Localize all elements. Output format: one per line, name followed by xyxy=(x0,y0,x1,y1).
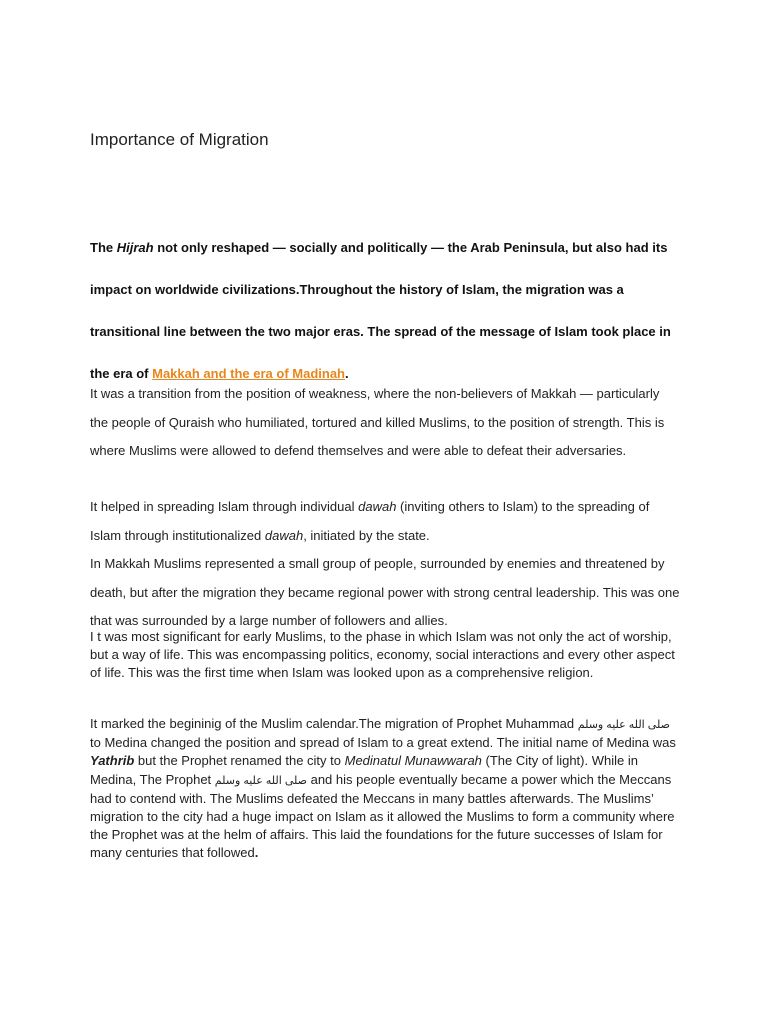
calendar-final-period: . xyxy=(254,845,259,861)
intro-paragraph xyxy=(90,227,680,395)
significance-paragraph: I t was most significant for early Muslims, to the phase in which Islam was not only the act of worship, but a way of life. This was encompassing politics, economy, social interactions and every other aspect of life. This was the first time when Islam was looked upon as a comprehensive religion. xyxy=(90,629,675,681)
calendar-text-1: It marked the begininig of the Muslim calendar.The migration of Prophet Muhammad xyxy=(90,716,578,731)
dawah-term-2: dawah xyxy=(264,527,304,543)
makkah-madinah-link[interactable]: Makkah and the era of Madinah xyxy=(152,366,345,381)
yathrib-term: Yathrib xyxy=(90,753,135,769)
medinatul-term: Medinatul Munawwarah xyxy=(344,753,482,769)
calendar-text-4: (The City of light). While in Medina, The Prophet xyxy=(90,753,638,787)
calendar-text-3: but the Prophet renamed the city to xyxy=(134,753,345,769)
calendar-text-2: to Medina changed the position and spread of Islam to a great extend. The initial name of Medina was xyxy=(90,735,676,751)
intro-text-1: The xyxy=(90,240,117,255)
document-title: Importance of Migration xyxy=(90,130,269,149)
transition-paragraph: It was a transition from the position of weakness, where the non-believers of Makkah — particularly the people of Quraish who humiliated, tortured and killed Muslims, to the position of strength. This is where Muslims were allowed to defend themselves and were able to defeat their adversaries. xyxy=(90,386,665,458)
calendar-text-5: and his people eventually became a power which the Meccans had to contend with. The Muslims defeated the Meccans in many battles afterwards. The Muslims’ migration to the city had a huge impact on Islam as it allowed the Muslims to form a community where the Prophet was at the helm of affairs. This laid the foundations for the future successes of Islam for many centuries that followed xyxy=(90,771,675,861)
makkah-paragraph: In Makkah Muslims represented a small group of people, surrounded by enemies and threatened by death, but after the migration they became regional power with strong central leadership. This was one that was surrounded by a large number of followers and allies. xyxy=(90,556,680,628)
salawat-text-1: صلى الله عليه وسلم xyxy=(577,719,670,731)
dawah-paragraph xyxy=(90,493,680,550)
dawah-term-1: dawah xyxy=(358,499,397,514)
hijrah-term: Hijrah xyxy=(116,240,154,255)
dawah-text-3: , initiated by the state. xyxy=(303,527,430,543)
salawat-text-2: صلى الله عليه وسلم xyxy=(214,774,307,787)
calendar-paragraph xyxy=(90,715,680,863)
intro-text-3: . xyxy=(345,366,349,381)
dawah-text-2: (inviting others to Islam) to the spreading of Islam through institutionalized xyxy=(90,499,650,543)
dawah-text-1: It helped in spreading Islam through individual xyxy=(90,499,359,514)
intro-text-2: not only reshaped — socially and politically — the Arab Peninsula, but also had its impact on worldwide civilizations.Throughout the history of Islam, the migration was a transitional line between the two major eras. The spread of the message of Islam took place in the era of xyxy=(90,240,671,381)
